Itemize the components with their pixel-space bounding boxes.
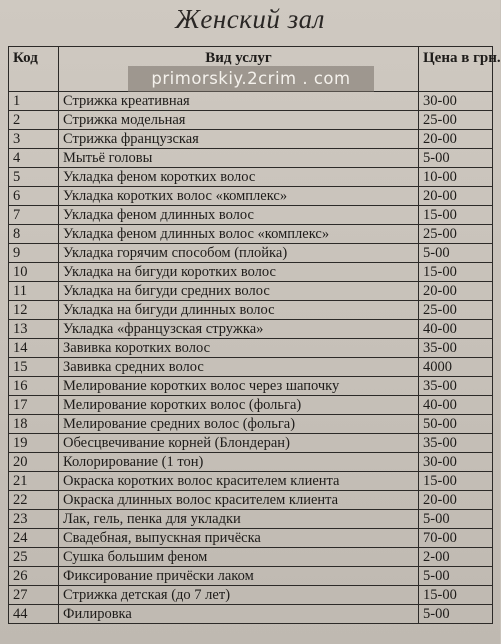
row-code: 1 <box>9 92 59 111</box>
row-code: 14 <box>9 339 59 358</box>
row-service: Лак, гель, пенка для укладки <box>59 510 419 529</box>
row-service: Завивка средних волос <box>59 358 419 377</box>
row-price: 35-00 <box>419 377 493 396</box>
row-service: Колорирование (1 тон) <box>59 453 419 472</box>
row-price: 5-00 <box>419 567 493 586</box>
row-service: Укладка на бигуди средних волос <box>59 282 419 301</box>
row-service: Мелирование коротких волос через шапочку <box>59 377 419 396</box>
row-service: Укладка горячим способом (плойка) <box>59 244 419 263</box>
row-service: Окраска длинных волос красителем клиента <box>59 491 419 510</box>
row-price: 5-00 <box>419 510 493 529</box>
row-service: Филировка <box>59 605 419 624</box>
row-price: 35-00 <box>419 339 493 358</box>
header-code: Код <box>9 47 59 92</box>
row-price: 5-00 <box>419 149 493 168</box>
row-code: 5 <box>9 168 59 187</box>
row-code: 22 <box>9 491 59 510</box>
row-service: Мелирование коротких волос (фольга) <box>59 396 419 415</box>
row-price: 25-00 <box>419 301 493 320</box>
table-row <box>9 206 493 225</box>
row-service: Мелирование средних волос (фольга) <box>59 415 419 434</box>
row-code: 23 <box>9 510 59 529</box>
row-service: Свадебная, выпускная причёска <box>59 529 419 548</box>
row-price: 30-00 <box>419 453 493 472</box>
table-row <box>9 225 493 244</box>
row-code: 27 <box>9 586 59 605</box>
table-row <box>9 510 493 529</box>
row-code: 3 <box>9 130 59 149</box>
row-service: Стрижка креативная <box>59 92 419 111</box>
row-service: Завивка коротких волос <box>59 339 419 358</box>
row-price: 35-00 <box>419 434 493 453</box>
row-service: Обесцвечивание корней (Блондеран) <box>59 434 419 453</box>
table-body <box>9 92 493 624</box>
table-row <box>9 263 493 282</box>
row-price: 70-00 <box>419 529 493 548</box>
table-row <box>9 415 493 434</box>
row-code: 10 <box>9 263 59 282</box>
row-service: Укладка феном длинных волос «комплекс» <box>59 225 419 244</box>
price-table <box>8 46 501 624</box>
row-price: 20-00 <box>419 491 493 510</box>
row-price: 2-00 <box>419 548 493 567</box>
table-row <box>9 453 493 472</box>
table-row <box>9 472 493 491</box>
row-code: 6 <box>9 187 59 206</box>
table-row <box>9 168 493 187</box>
row-service: Стрижка модельная <box>59 111 419 130</box>
table-row <box>9 187 493 206</box>
row-price: 25-00 <box>419 225 493 244</box>
row-price: 30-00 <box>419 92 493 111</box>
table-row <box>9 301 493 320</box>
table-row <box>9 111 493 130</box>
row-code: 25 <box>9 548 59 567</box>
row-code: 16 <box>9 377 59 396</box>
row-code: 13 <box>9 320 59 339</box>
row-code: 24 <box>9 529 59 548</box>
row-code: 17 <box>9 396 59 415</box>
table-row <box>9 605 493 624</box>
row-code: 4 <box>9 149 59 168</box>
row-price: 10-00 <box>419 168 493 187</box>
row-service: Укладка коротких волос «комплекс» <box>59 187 419 206</box>
table-row <box>9 586 493 605</box>
row-code: 21 <box>9 472 59 491</box>
row-price: 5-00 <box>419 244 493 263</box>
table-row <box>9 339 493 358</box>
row-code: 19 <box>9 434 59 453</box>
row-price: 25-00 <box>419 111 493 130</box>
watermark: primorskiy.2crim . com <box>128 66 374 92</box>
row-code: 2 <box>9 111 59 130</box>
row-service: Стрижка детская (до 7 лет) <box>59 586 419 605</box>
row-code: 12 <box>9 301 59 320</box>
row-price: 20-00 <box>419 187 493 206</box>
row-service: Мытьё головы <box>59 149 419 168</box>
row-code: 7 <box>9 206 59 225</box>
row-service: Окраска коротких волос красителем клиента <box>59 472 419 491</box>
table-row <box>9 548 493 567</box>
row-code: 26 <box>9 567 59 586</box>
header-service: Вид услуг <box>59 47 419 92</box>
table-row <box>9 567 493 586</box>
table-row <box>9 491 493 510</box>
row-price: 40-00 <box>419 396 493 415</box>
row-price: 15-00 <box>419 206 493 225</box>
row-price: 50-00 <box>419 415 493 434</box>
table-row <box>9 149 493 168</box>
row-service: Укладка на бигуди длинных волос <box>59 301 419 320</box>
table-row <box>9 358 493 377</box>
table-row <box>9 244 493 263</box>
row-service: Укладка «французская стружка» <box>59 320 419 339</box>
row-code: 8 <box>9 225 59 244</box>
row-price: 5-00 <box>419 605 493 624</box>
row-service: Укладка на бигуди коротких волос <box>59 263 419 282</box>
row-service: Сушка большим феном <box>59 548 419 567</box>
row-service: Фиксирование причёски лаком <box>59 567 419 586</box>
row-price: 20-00 <box>419 130 493 149</box>
table-row <box>9 320 493 339</box>
row-price: 15-00 <box>419 263 493 282</box>
row-code: 11 <box>9 282 59 301</box>
row-service: Укладка феном коротких волос <box>59 168 419 187</box>
table-row <box>9 434 493 453</box>
row-price: 15-00 <box>419 586 493 605</box>
row-service: Стрижка французская <box>59 130 419 149</box>
row-price: 40-00 <box>419 320 493 339</box>
page-title: Женский зал <box>175 4 325 34</box>
table-row <box>9 529 493 548</box>
row-price: 4000 <box>419 358 493 377</box>
row-code: 15 <box>9 358 59 377</box>
table-row <box>9 282 493 301</box>
row-code: 20 <box>9 453 59 472</box>
row-service: Укладка феном длинных волос <box>59 206 419 225</box>
header-price: Цена в грн. <box>419 47 493 92</box>
row-code: 18 <box>9 415 59 434</box>
table-row <box>9 377 493 396</box>
table-row <box>9 396 493 415</box>
row-price: 20-00 <box>419 282 493 301</box>
table-row <box>9 130 493 149</box>
table-row <box>9 92 493 111</box>
row-code: 44 <box>9 605 59 624</box>
row-code: 9 <box>9 244 59 263</box>
row-price: 15-00 <box>419 472 493 491</box>
